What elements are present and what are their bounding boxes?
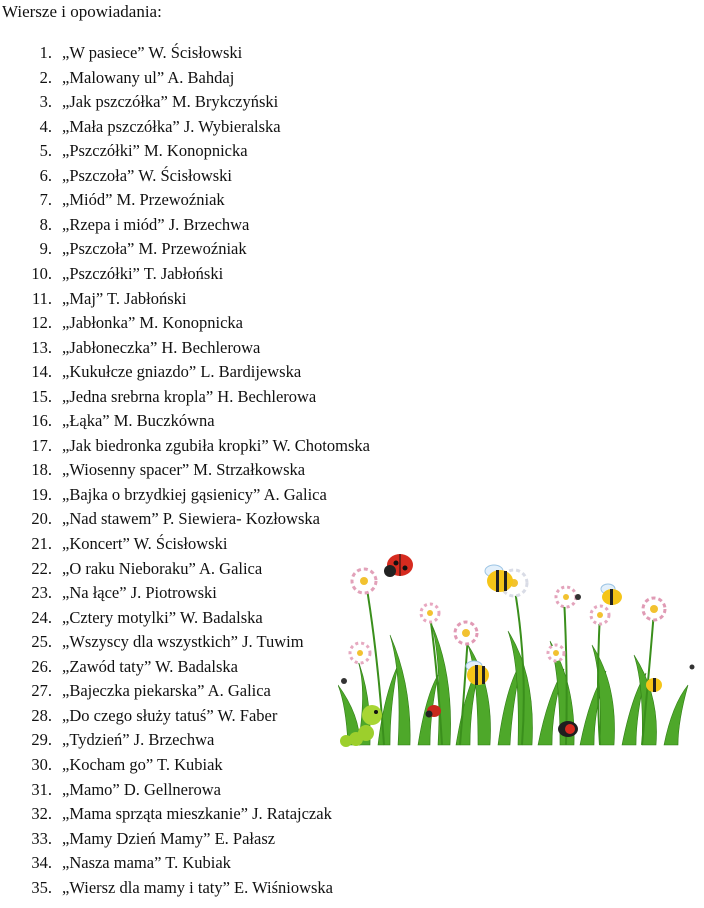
meadow-illustration bbox=[338, 545, 704, 760]
item-number: 22. bbox=[31, 558, 52, 578]
item-title: „Cztery motylki” W. Badalska bbox=[62, 607, 263, 627]
item-title: „W pasiece” W. Ścisłowski bbox=[62, 43, 243, 62]
item-title: „Wiersz dla mamy i taty” E. Wiśniowska bbox=[62, 877, 334, 897]
item-number: 35. bbox=[31, 877, 52, 897]
item-title: „Mamo” D. Gellnerowa bbox=[62, 779, 221, 799]
item-number: 23. bbox=[31, 583, 52, 603]
item-title: „Nad stawem” P. Siewiera- Kozłowska bbox=[62, 509, 320, 529]
item-title: „Wiosenny spacer” M. Strzałkowska bbox=[62, 460, 306, 480]
item-number: 17. bbox=[31, 435, 52, 455]
item-title: „Na łące” J. Piotrowski bbox=[62, 583, 217, 603]
item-number: 24. bbox=[31, 607, 52, 627]
item-number: 15. bbox=[31, 386, 52, 406]
item-number: 19. bbox=[31, 484, 52, 504]
item-number: 20. bbox=[31, 509, 52, 529]
item-title: „Mama sprząta mieszkanie” J. Ratajczak bbox=[62, 804, 332, 824]
page-heading: Wiersze i opowiadania: bbox=[2, 2, 162, 21]
item-number: 29. bbox=[31, 730, 52, 750]
item-title: „Zawód taty” W. Badalska bbox=[62, 656, 238, 676]
item-number: 21. bbox=[31, 534, 52, 553]
item-number: 28. bbox=[31, 705, 52, 725]
item-title: „Malowany ul” A. Bahdaj bbox=[62, 67, 235, 87]
item-number: 34. bbox=[31, 853, 52, 873]
item-number: 12. bbox=[31, 313, 52, 333]
item-title: „Jabłoneczka” H. Bechlerowa bbox=[62, 337, 261, 357]
item-title: „Jak pszczółka” M. Brykczyński bbox=[62, 92, 279, 112]
item-number: 27. bbox=[31, 681, 52, 701]
item-number: 10. bbox=[31, 263, 52, 283]
item-title: „Pszczoła” W. Ścisłowski bbox=[62, 165, 233, 185]
item-title: „Do czego służy tatuś” W. Faber bbox=[62, 705, 278, 725]
item-title: „Nasza mama” T. Kubiak bbox=[62, 853, 231, 873]
item-number: 31. bbox=[31, 779, 52, 799]
item-title: „Koncert” W. Ścisłowski bbox=[62, 534, 228, 553]
item-number: 25. bbox=[31, 632, 52, 652]
item-title: „Tydzień” J. Brzechwa bbox=[62, 730, 215, 750]
item-title: „Rzepa i miód” J. Brzechwa bbox=[62, 214, 250, 234]
item-number: 9. bbox=[39, 239, 52, 259]
item-number: 6. bbox=[39, 165, 52, 185]
item-title: „Jak biedronka zgubiła kropki” W. Chotomska bbox=[62, 435, 370, 455]
item-number: 1. bbox=[39, 43, 52, 62]
item-title: „Jabłonka” M. Konopnicka bbox=[62, 313, 243, 333]
item-title: „Pszczółki” M. Konopnicka bbox=[62, 141, 248, 161]
item-title: „Mała pszczółka” J. Wybieralska bbox=[62, 116, 281, 136]
item-number: 30. bbox=[31, 754, 52, 774]
item-title: „Pszczółki” T. Jabłoński bbox=[62, 263, 224, 283]
item-number: 7. bbox=[39, 190, 52, 210]
item-title: „Łąka” M. Buczkówna bbox=[62, 411, 215, 431]
item-title: „O raku Nieboraku” A. Galica bbox=[62, 558, 263, 578]
item-title: „Jedna srebrna kropla” H. Bechlerowa bbox=[62, 386, 317, 406]
item-title: „Kocham go” T. Kubiak bbox=[62, 754, 223, 774]
item-title: „Maj” T. Jabłoński bbox=[62, 288, 187, 308]
item-title: „Miód” M. Przewoźniak bbox=[62, 190, 225, 210]
item-title: „Bajka o brzydkiej gąsienicy” A. Galica bbox=[62, 484, 327, 504]
item-number: 16. bbox=[31, 411, 52, 431]
item-title: „Wszyscy dla wszystkich” J. Tuwim bbox=[62, 632, 304, 652]
item-number: 14. bbox=[31, 362, 52, 382]
item-number: 4. bbox=[39, 116, 52, 136]
item-number: 2. bbox=[39, 67, 52, 87]
item-number: 26. bbox=[31, 656, 52, 676]
item-title: „Mamy Dzień Mamy” E. Pałasz bbox=[62, 828, 276, 848]
item-title: „Kukułcze gniazdo” L. Bardijewska bbox=[62, 362, 302, 382]
item-number: 13. bbox=[31, 337, 52, 357]
item-number: 18. bbox=[31, 460, 52, 480]
item-number: 3. bbox=[39, 92, 52, 112]
item-number: 32. bbox=[31, 804, 52, 824]
item-number: 11. bbox=[31, 288, 52, 308]
item-number: 5. bbox=[39, 141, 52, 161]
item-title: „Bajeczka piekarska” A. Galica bbox=[62, 681, 271, 701]
item-number: 8. bbox=[39, 214, 52, 234]
item-title: „Pszczoła” M. Przewoźniak bbox=[62, 239, 247, 259]
grass-icon bbox=[338, 625, 688, 745]
item-number: 33. bbox=[31, 828, 52, 848]
